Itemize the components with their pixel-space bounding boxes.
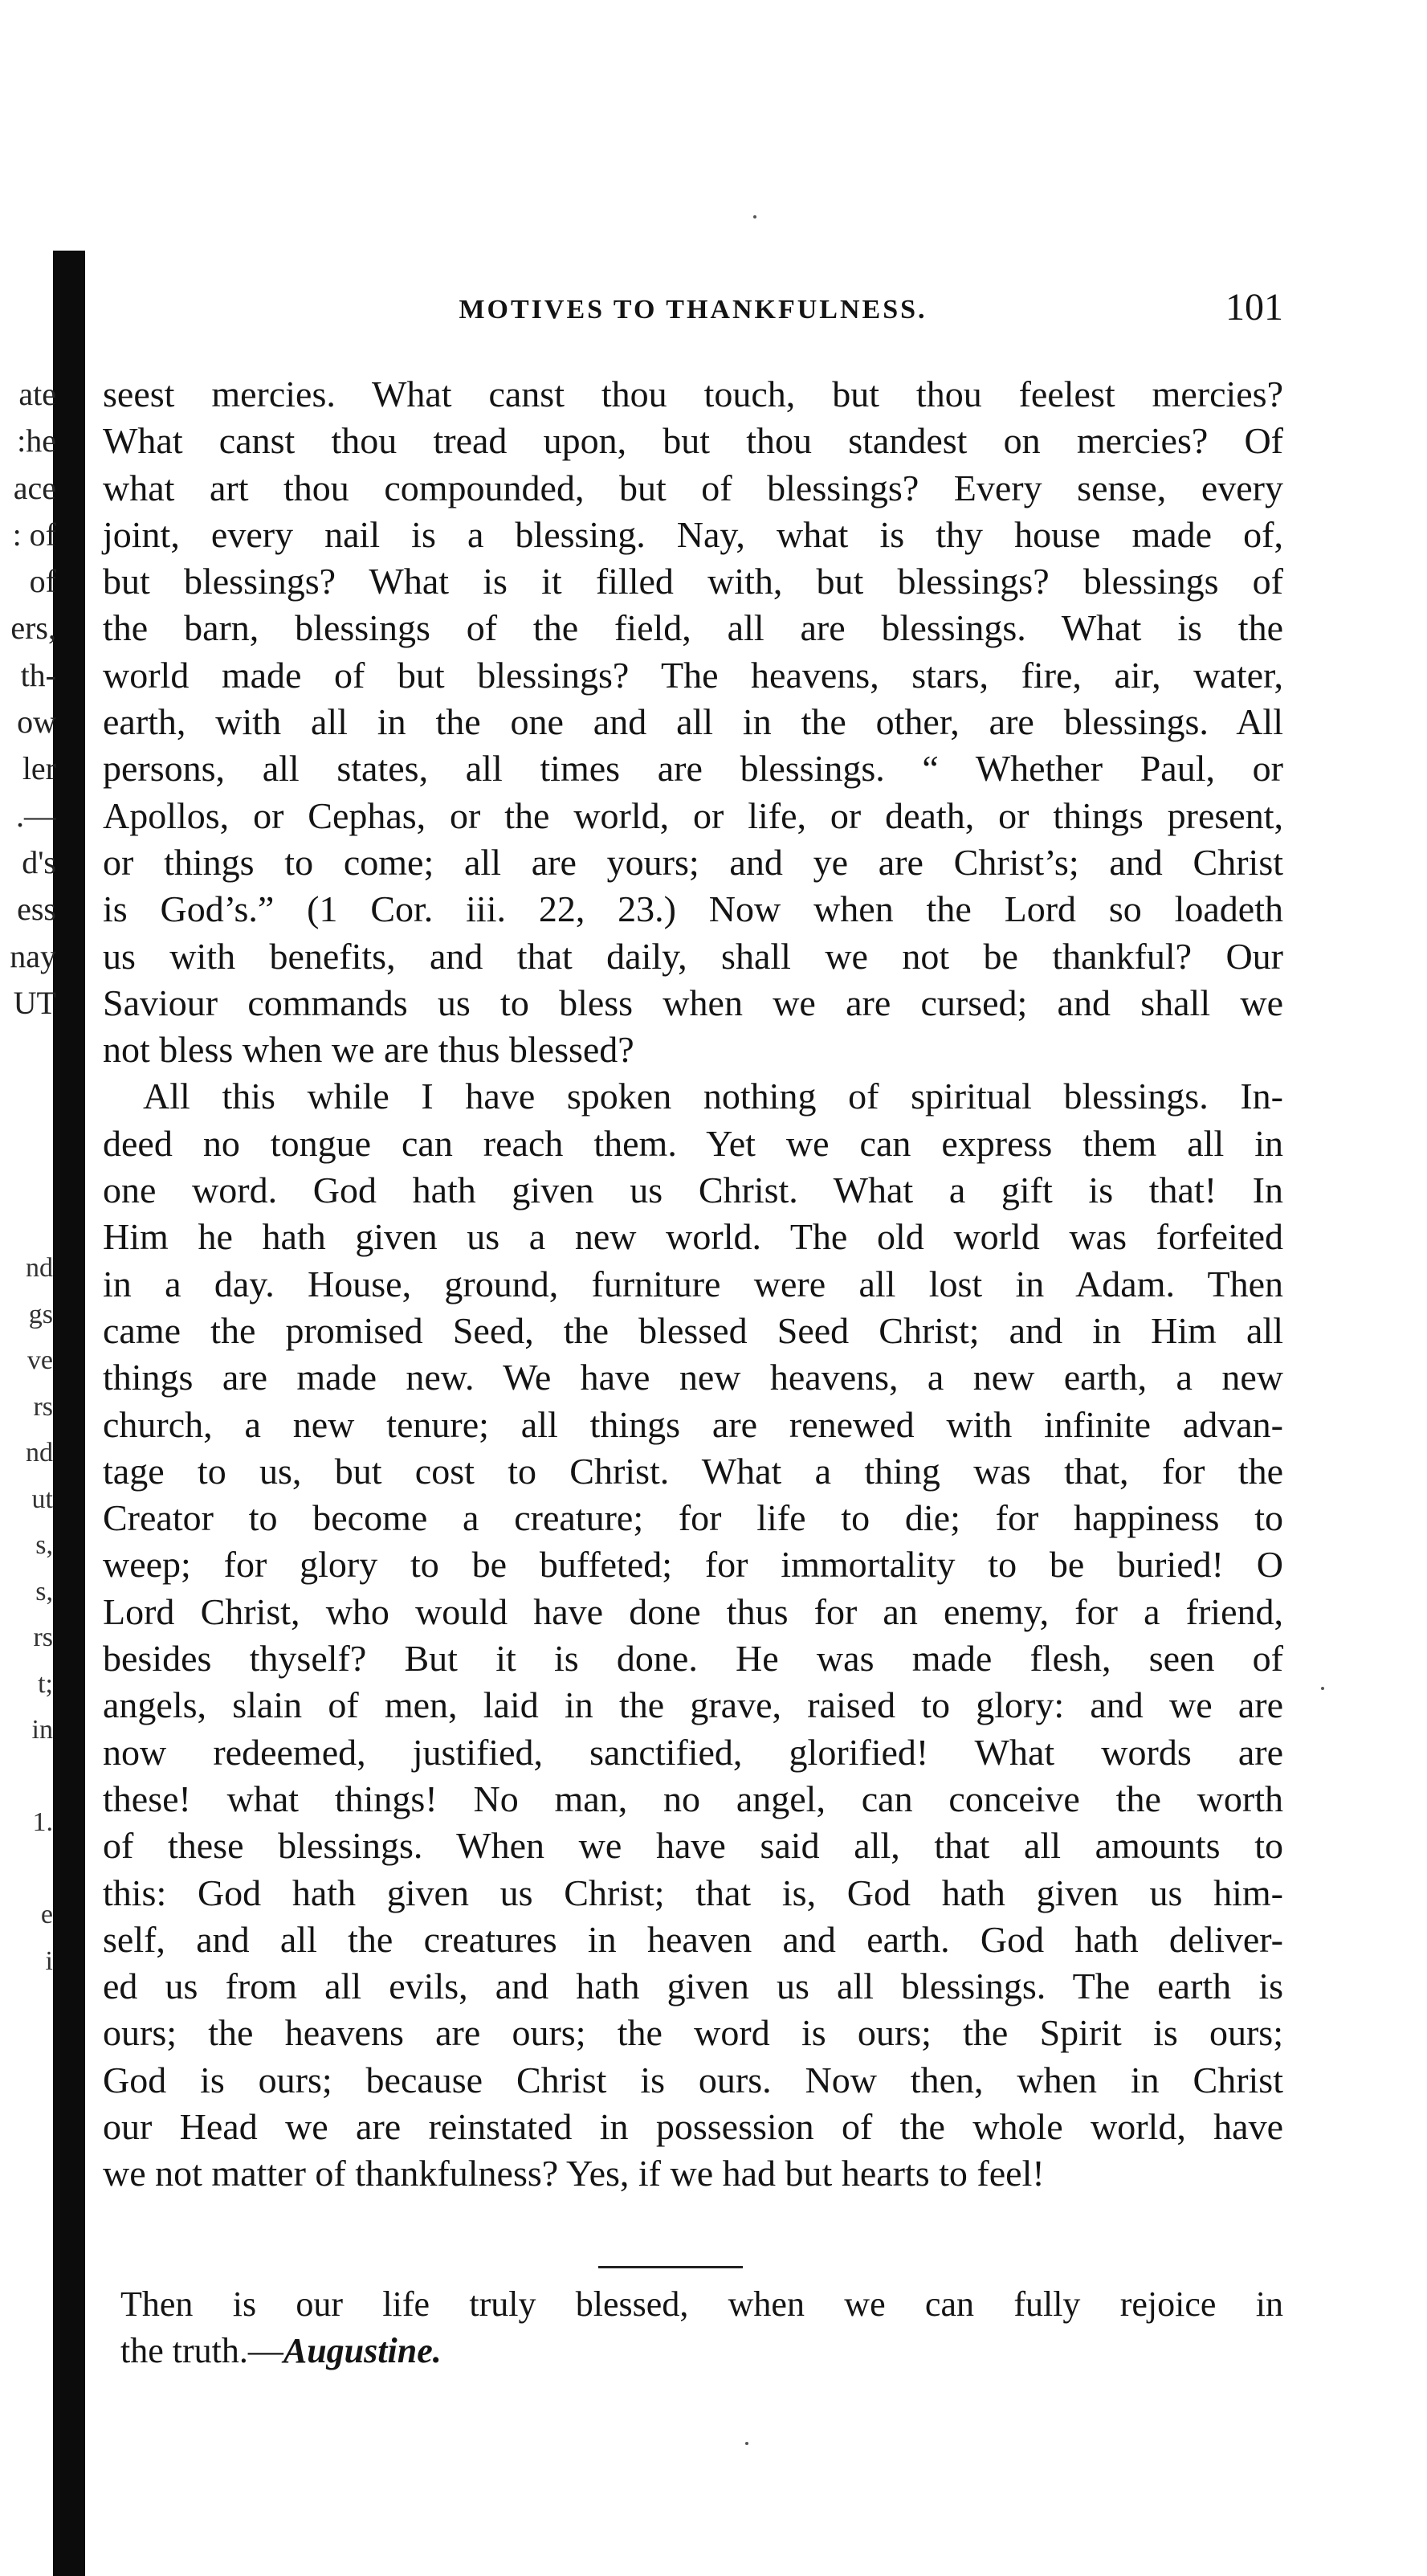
margin-fragment: ess: [17, 891, 56, 928]
quote-attribution: Augustine.: [283, 2331, 442, 2370]
body-text: [103, 371, 1283, 2198]
text-line: persons, all states, all times are blessings. “ Whether Paul, or: [103, 748, 1283, 790]
text-line: ours; the heavens are ours; the word is ours; the Spirit is ours;: [103, 2012, 1283, 2054]
text-line: tage to us, but cost to Christ. What a thing was that, for the: [103, 1450, 1283, 1492]
text-line: one word. God hath given us Christ. What a gift is that! In: [103, 1170, 1283, 1211]
closing-quote: [120, 2281, 1283, 2374]
text-line: church, a new tenure; all things are renewed with infinite advan-: [103, 1403, 1283, 1445]
text-line: earth, with all in the one and all in the other, are blessings. All: [103, 701, 1283, 743]
margin-fragment: 1.: [32, 1807, 53, 1837]
running-head: [103, 285, 1283, 333]
text-line: What canst thou tread upon, but thou standest on mercies? Of: [103, 420, 1283, 462]
margin-fragment: .—: [16, 797, 56, 834]
margin-fragment: rs: [33, 1391, 53, 1422]
text-line: this: God hath given us Christ; that is, God hath given us him-: [103, 1872, 1283, 1913]
margin-fragment: nd: [26, 1438, 53, 1468]
text-line: angels, slain of men, laid in the grave, raised to glory: and we are: [103, 1684, 1283, 1726]
margin-fragment: ate: [18, 376, 56, 412]
binding-shadow: [53, 251, 85, 2576]
margin-fragment: [0, 1753, 53, 1800]
text-line: weep; for glory to be buffeted; for immortality to be buried! O: [103, 1544, 1283, 1586]
margin-fragment: d's: [22, 843, 56, 880]
margin-fragment: ow: [17, 704, 56, 741]
text-line: our Head we are reinstated in possession of the whole world, have: [103, 2105, 1283, 2147]
quote-line: [120, 2328, 1283, 2374]
paper-speck: [745, 2442, 748, 2445]
text-line: Saviour commands us to bless when we are cursed; and shall we: [103, 982, 1283, 1023]
text-line: All this while I have spoken nothing of spiritual blessings. In-: [143, 1076, 1283, 1117]
adjacent-page-fragments-lower: [0, 1245, 53, 1984]
text-line: God is ours; because Christ is ours. Now then, when in Christ: [103, 2059, 1283, 2100]
text-line: the barn, blessings of the field, all are blessings. What is the: [103, 607, 1283, 649]
text-line: these! what things! No man, no angel, can conceive the worth: [103, 1778, 1283, 1819]
margin-fragment: s,: [35, 1530, 53, 1560]
text-line: world made of but blessings? The heavens, stars, fire, air, water,: [103, 654, 1283, 696]
margin-fragment: nay: [10, 937, 56, 974]
margin-fragment: :he: [17, 423, 56, 459]
text-line: Lord Christ, who would have done thus for an enemy, for a friend,: [103, 1590, 1283, 1632]
margin-fragment: e: [40, 1900, 53, 1929]
text-line: Him he hath given us a new world. The old world was forfeited: [103, 1216, 1283, 1258]
margin-fragment: gs: [28, 1299, 53, 1329]
text-line: things are made new. We have new heavens, a new earth, a new: [103, 1357, 1283, 1398]
text-line: besides thyself? But it is done. He was made flesh, seen of: [103, 1638, 1283, 1680]
paragraph: [103, 1073, 1283, 2197]
paragraph: [103, 371, 1283, 1073]
adjacent-page-fragments: [0, 371, 56, 1027]
text-line: deed no tongue can reach them. Yet we can express them all in: [103, 1122, 1283, 1164]
text-line: of these blessings. When we have said all, that all amounts to: [103, 1825, 1283, 1867]
running-title: MOTIVES TO THANKFULNESS.: [459, 295, 928, 325]
quote-text: the truth.—: [120, 2331, 283, 2370]
text-line: in a day. House, ground, furniture were all lost in Adam. Then: [103, 1263, 1283, 1304]
text-line: we not matter of thankfulness? Yes, if we had but hearts to feel!: [103, 2153, 1045, 2194]
margin-fragment: ut: [31, 1484, 53, 1514]
text-line: ed us from all evils, and hath given us all blessings. The earth is: [103, 1966, 1283, 2007]
text-line: Creator to become a creature; for life to die; for happiness to: [103, 1497, 1283, 1539]
margin-fragment: ers,: [10, 610, 56, 647]
margin-fragment: s,: [35, 1576, 53, 1606]
margin-fragment: nd: [26, 1253, 53, 1283]
text-line: not bless when we are thus blessed?: [103, 1029, 634, 1071]
text-line: Apollos, or Cephas, or the world, or life, or death, or things present,: [103, 794, 1283, 836]
text-line: self, and all the creatures in heaven and earth. God hath deliver-: [103, 1918, 1283, 1960]
margin-fragment: rs: [33, 1623, 53, 1652]
margin-fragment: in: [31, 1715, 53, 1745]
margin-fragment: t;: [38, 1668, 53, 1699]
text-line: but blessings? What is it filled with, but blessings? blessings of: [103, 561, 1283, 602]
margin-fragment: ace: [13, 469, 56, 506]
text-line: seest mercies. What canst thou touch, but thou feelest mercies?: [103, 374, 1283, 414]
text-line: joint, every nail is a blessing. Nay, what is thy house made of,: [103, 513, 1283, 555]
margin-fragment: i: [45, 1945, 53, 1976]
text-line: is God’s.” (1 Cor. iii. 22, 23.) Now when the Lord so loadeth: [103, 888, 1283, 930]
quote-line: Then is our life truly blessed, when we can fully rejoice in: [120, 2284, 1283, 2324]
text-line: came the promised Seed, the blessed Seed Christ; and in Him all: [103, 1309, 1283, 1351]
margin-fragment: th-: [20, 656, 56, 693]
margin-fragment: ve: [27, 1345, 53, 1375]
margin-fragment: [0, 1846, 53, 1892]
text-line: what art thou compounded, but of blessings? Every sense, every: [103, 467, 1283, 508]
page-number: 101: [1225, 286, 1283, 329]
margin-fragment: UT: [13, 984, 56, 1021]
text-line: or things to come; all are yours; and ye are Christ’s; and Christ: [103, 841, 1283, 883]
margin-fragment: of: [29, 563, 56, 600]
text-line: us with benefits, and that daily, shall we not be thankful? Our: [103, 935, 1283, 977]
margin-fragment: ler: [22, 750, 56, 787]
paper-speck: [1321, 1687, 1324, 1690]
margin-fragment: : of: [12, 516, 56, 553]
section-rule: [598, 2266, 743, 2268]
text-line: now redeemed, justified, sanctified, glorified! What words are: [103, 1731, 1283, 1773]
paper-speck: [753, 215, 756, 218]
